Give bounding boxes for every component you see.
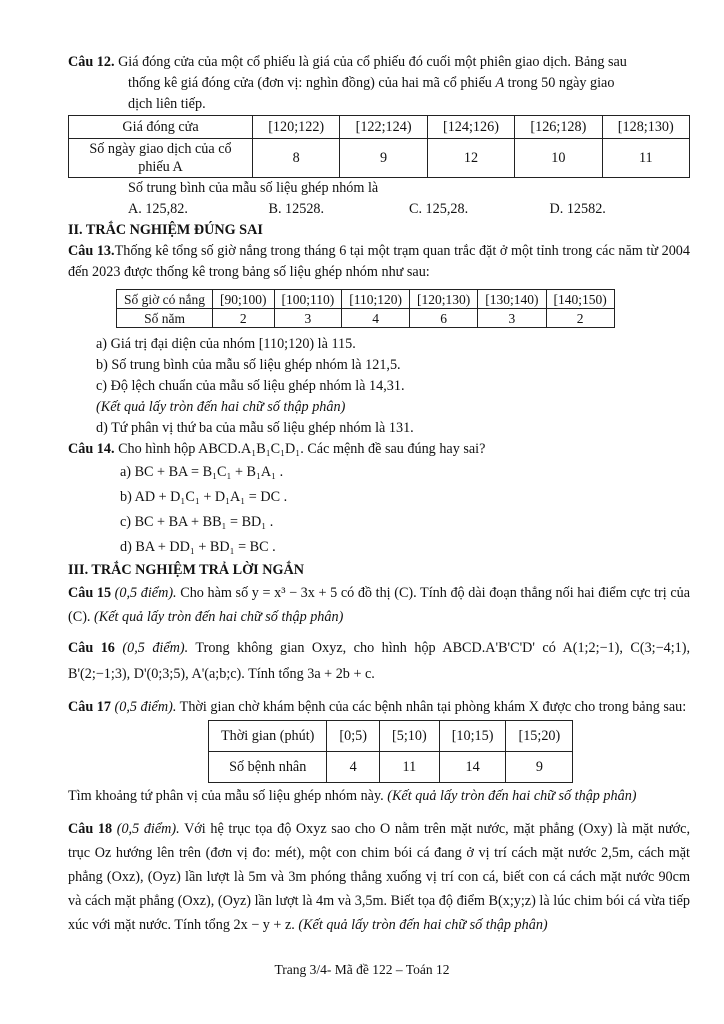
q12-table [68, 115, 690, 178]
q14-text: Cho hình hộp ABCD.A₁B₁C₁D₁. Các mệnh đề sau đúng hay sai? [118, 441, 486, 457]
q13-table [116, 289, 615, 328]
page-footer: Trang 3/4- Mã đề 122 – Toán 12 [274, 962, 450, 977]
q13-interval: [100;110) [274, 290, 342, 309]
q12-question: Số trung bình của mẫu số liệu ghép nhóm là [128, 180, 379, 196]
exam-page [68, 52, 690, 937]
question-12 [68, 52, 690, 220]
q17-count: 9 [506, 752, 573, 783]
q13-count: 4 [342, 309, 410, 328]
q17-text: Thời gian chờ khám bệnh của các bệnh nhân tại phòng khám X được cho trong bảng sau: [179, 699, 687, 715]
question-15 [68, 581, 690, 629]
q12-count: 8 [253, 139, 340, 178]
q17-count: 4 [327, 752, 380, 783]
question-17 [68, 697, 690, 807]
q17-question: Tìm khoảng tứ phân vị của mẫu số liệu ghép nhóm này. [68, 788, 384, 804]
section-2-heading: II. TRẮC NGHIỆM ĐÚNG SAI [68, 222, 263, 238]
question-16 [68, 635, 690, 687]
q12-var: A [495, 75, 505, 91]
q13-item-c: c) Độ lệch chuẩn của mẫu số liệu ghép nhóm là 14,31. [96, 378, 405, 394]
q14-item-d: d) BA + DD₁ + BD₁ = BC . [120, 539, 276, 555]
q17-interval: [15;20) [506, 721, 573, 752]
question-14 [68, 439, 690, 560]
q14-item-a: a) BC + BA = B₁C₁ + B₁A₁ . [120, 464, 284, 480]
q13-count: 2 [213, 309, 275, 328]
q14-item-b: b) AD + D₁C₁ + D₁A₁ = DC . [120, 489, 288, 505]
q17-interval: [0;5) [327, 721, 380, 752]
section-3-heading: III. TRẮC NGHIỆM TRẢ LỜI NGẮN [68, 562, 304, 578]
q12-interval: [126;128) [515, 116, 602, 139]
q13-interval: [140;150) [546, 290, 614, 309]
q13-label: Câu 13. [68, 243, 115, 259]
q17-label: Câu 17 [68, 699, 111, 715]
q12-text-line1: Giá đóng cửa của một cổ phiếu là giá của cổ phiếu đó cuối một phiên giao dịch. Bảng sau [118, 54, 627, 70]
q16-points: (0,5 điểm). [122, 640, 189, 656]
q12-interval: [128;130) [602, 116, 689, 139]
q12-text-line2-end: trong 50 ngày giao [507, 75, 615, 91]
q17-row1-head: Thời gian (phút) [209, 721, 327, 752]
q13-item-b: b) Số trung bình của mẫu số liệu ghép nhóm là 121,5. [96, 357, 401, 373]
q15-text: Cho hàm số y = x³ − 3x + 5 có đồ thị (C). Tính độ dài đoạn thẳng nối hai điểm cực trị của (C). [68, 585, 691, 625]
q12-count: 10 [515, 139, 602, 178]
q13-interval: [120;130) [410, 290, 478, 309]
q12-interval: [122;124) [340, 116, 427, 139]
q16-label: Câu 16 [68, 640, 115, 656]
q15-points: (0,5 điểm). [114, 585, 177, 601]
q12-count: 11 [602, 139, 689, 178]
q12-row1-head: Giá đóng cửa [69, 116, 253, 139]
q12-text-line3: dịch liên tiếp. [128, 96, 206, 112]
q13-interval: [110;120) [342, 290, 410, 309]
q18-label: Câu 18 [68, 821, 113, 837]
q12-options [68, 199, 690, 220]
q12-interval: [120;122) [253, 116, 340, 139]
q17-count: 14 [439, 752, 506, 783]
q17-count: 11 [380, 752, 440, 783]
q12-text-line2: thống kê giá đóng cửa (đơn vị: nghìn đồng) của hai mã cổ phiếu [128, 75, 492, 91]
q12-row2-head: Số ngày giao dịch của cổ phiếu A [69, 139, 253, 178]
q13-count: 3 [478, 309, 546, 328]
q17-table [208, 720, 573, 783]
q13-text: Thống kê tổng số giờ nắng trong tháng 6 tại một trạm quan trắc đặt ở một tỉnh trong các năm từ 2004 đến 2023 được thống kê trong bảng số liệu ghép nhóm như sau: [68, 243, 690, 280]
q17-row2-head: Số bệnh nhân [209, 752, 327, 783]
q17-interval: [10;15) [439, 721, 506, 752]
q14-item-c: c) BC + BA + BB₁ = BD₁ . [120, 514, 274, 530]
q12-interval: [124;126) [427, 116, 514, 139]
q13-item-a: a) Giá trị đại diện của nhóm [110;120) là 115. [96, 336, 356, 352]
q12-count: 12 [427, 139, 514, 178]
q17-note: (Kết quả lấy tròn đến hai chữ số thập phân) [387, 788, 637, 804]
q18-text: Với hệ trục tọa độ Oxyz sao cho O nằm trên mặt nước, mặt phẳng (Oxy) là mặt nước, trục Oz hướng lên trên (đơn vị đo: mét), một con chim bói cá đang ở vị trí cách mặt nước 2,5m, cách mặt phẳng (Oxz), (Oyz) lần lượt là 5m và 3m phóng thẳng xuống vị trí con cá, biết con cá cách mặt nước 90cm và cách mặt phẳng (Oxz), (Oyz) lần lượt là 4m và 3,5m. Biết tọa độ điểm B(x;y;z) là lúc chim bói cá vừa tiếp xúc với mặt nước. Tính tổng 2x − y + z. [68, 821, 691, 933]
q13-row2-head: Số năm [117, 309, 213, 328]
q16-text: Trong không gian Oxyz, cho hình hộp ABCD.A'B'C'D' có A(1;2;−1), C(3;−4;1), B'(2;−1;3), D'(0;3;5), A'(a;b;c). Tính tổng 3a + 2b + c. [68, 640, 691, 682]
q17-interval: [5;10) [380, 721, 440, 752]
q15-label: Câu 15 [68, 585, 112, 601]
q13-interval: [130;140) [478, 290, 546, 309]
q17-points: (0,5 điểm). [114, 699, 177, 715]
question-13 [68, 241, 690, 439]
q15-note: (Kết quả lấy tròn đến hai chữ số thập phân) [94, 609, 344, 625]
q13-item-d: d) Tứ phân vị thứ ba của mẫu số liệu ghép nhóm là 131. [96, 420, 414, 436]
q13-row1-head: Số giờ có nắng [117, 290, 213, 309]
q12-option-b: B. 12528. [268, 201, 325, 217]
q13-count: 6 [410, 309, 478, 328]
q14-label: Câu 14. [68, 441, 115, 457]
q13-interval: [90;100) [213, 290, 275, 309]
q12-option-d: D. 12582. [549, 201, 606, 217]
q13-count: 3 [274, 309, 342, 328]
q13-item-c-note: (Kết quả lấy tròn đến hai chữ số thập phân) [96, 399, 346, 415]
q12-option-a: A. 125,82. [128, 201, 188, 217]
q18-points: (0,5 điểm). [116, 821, 180, 837]
q13-count: 2 [546, 309, 614, 328]
q18-note: (Kết quả lấy tròn đến hai chữ số thập phân) [298, 917, 548, 933]
question-18 [68, 817, 690, 937]
q12-label: Câu 12. [68, 54, 115, 70]
q12-option-c: C. 125,28. [409, 201, 469, 217]
q12-count: 9 [340, 139, 427, 178]
